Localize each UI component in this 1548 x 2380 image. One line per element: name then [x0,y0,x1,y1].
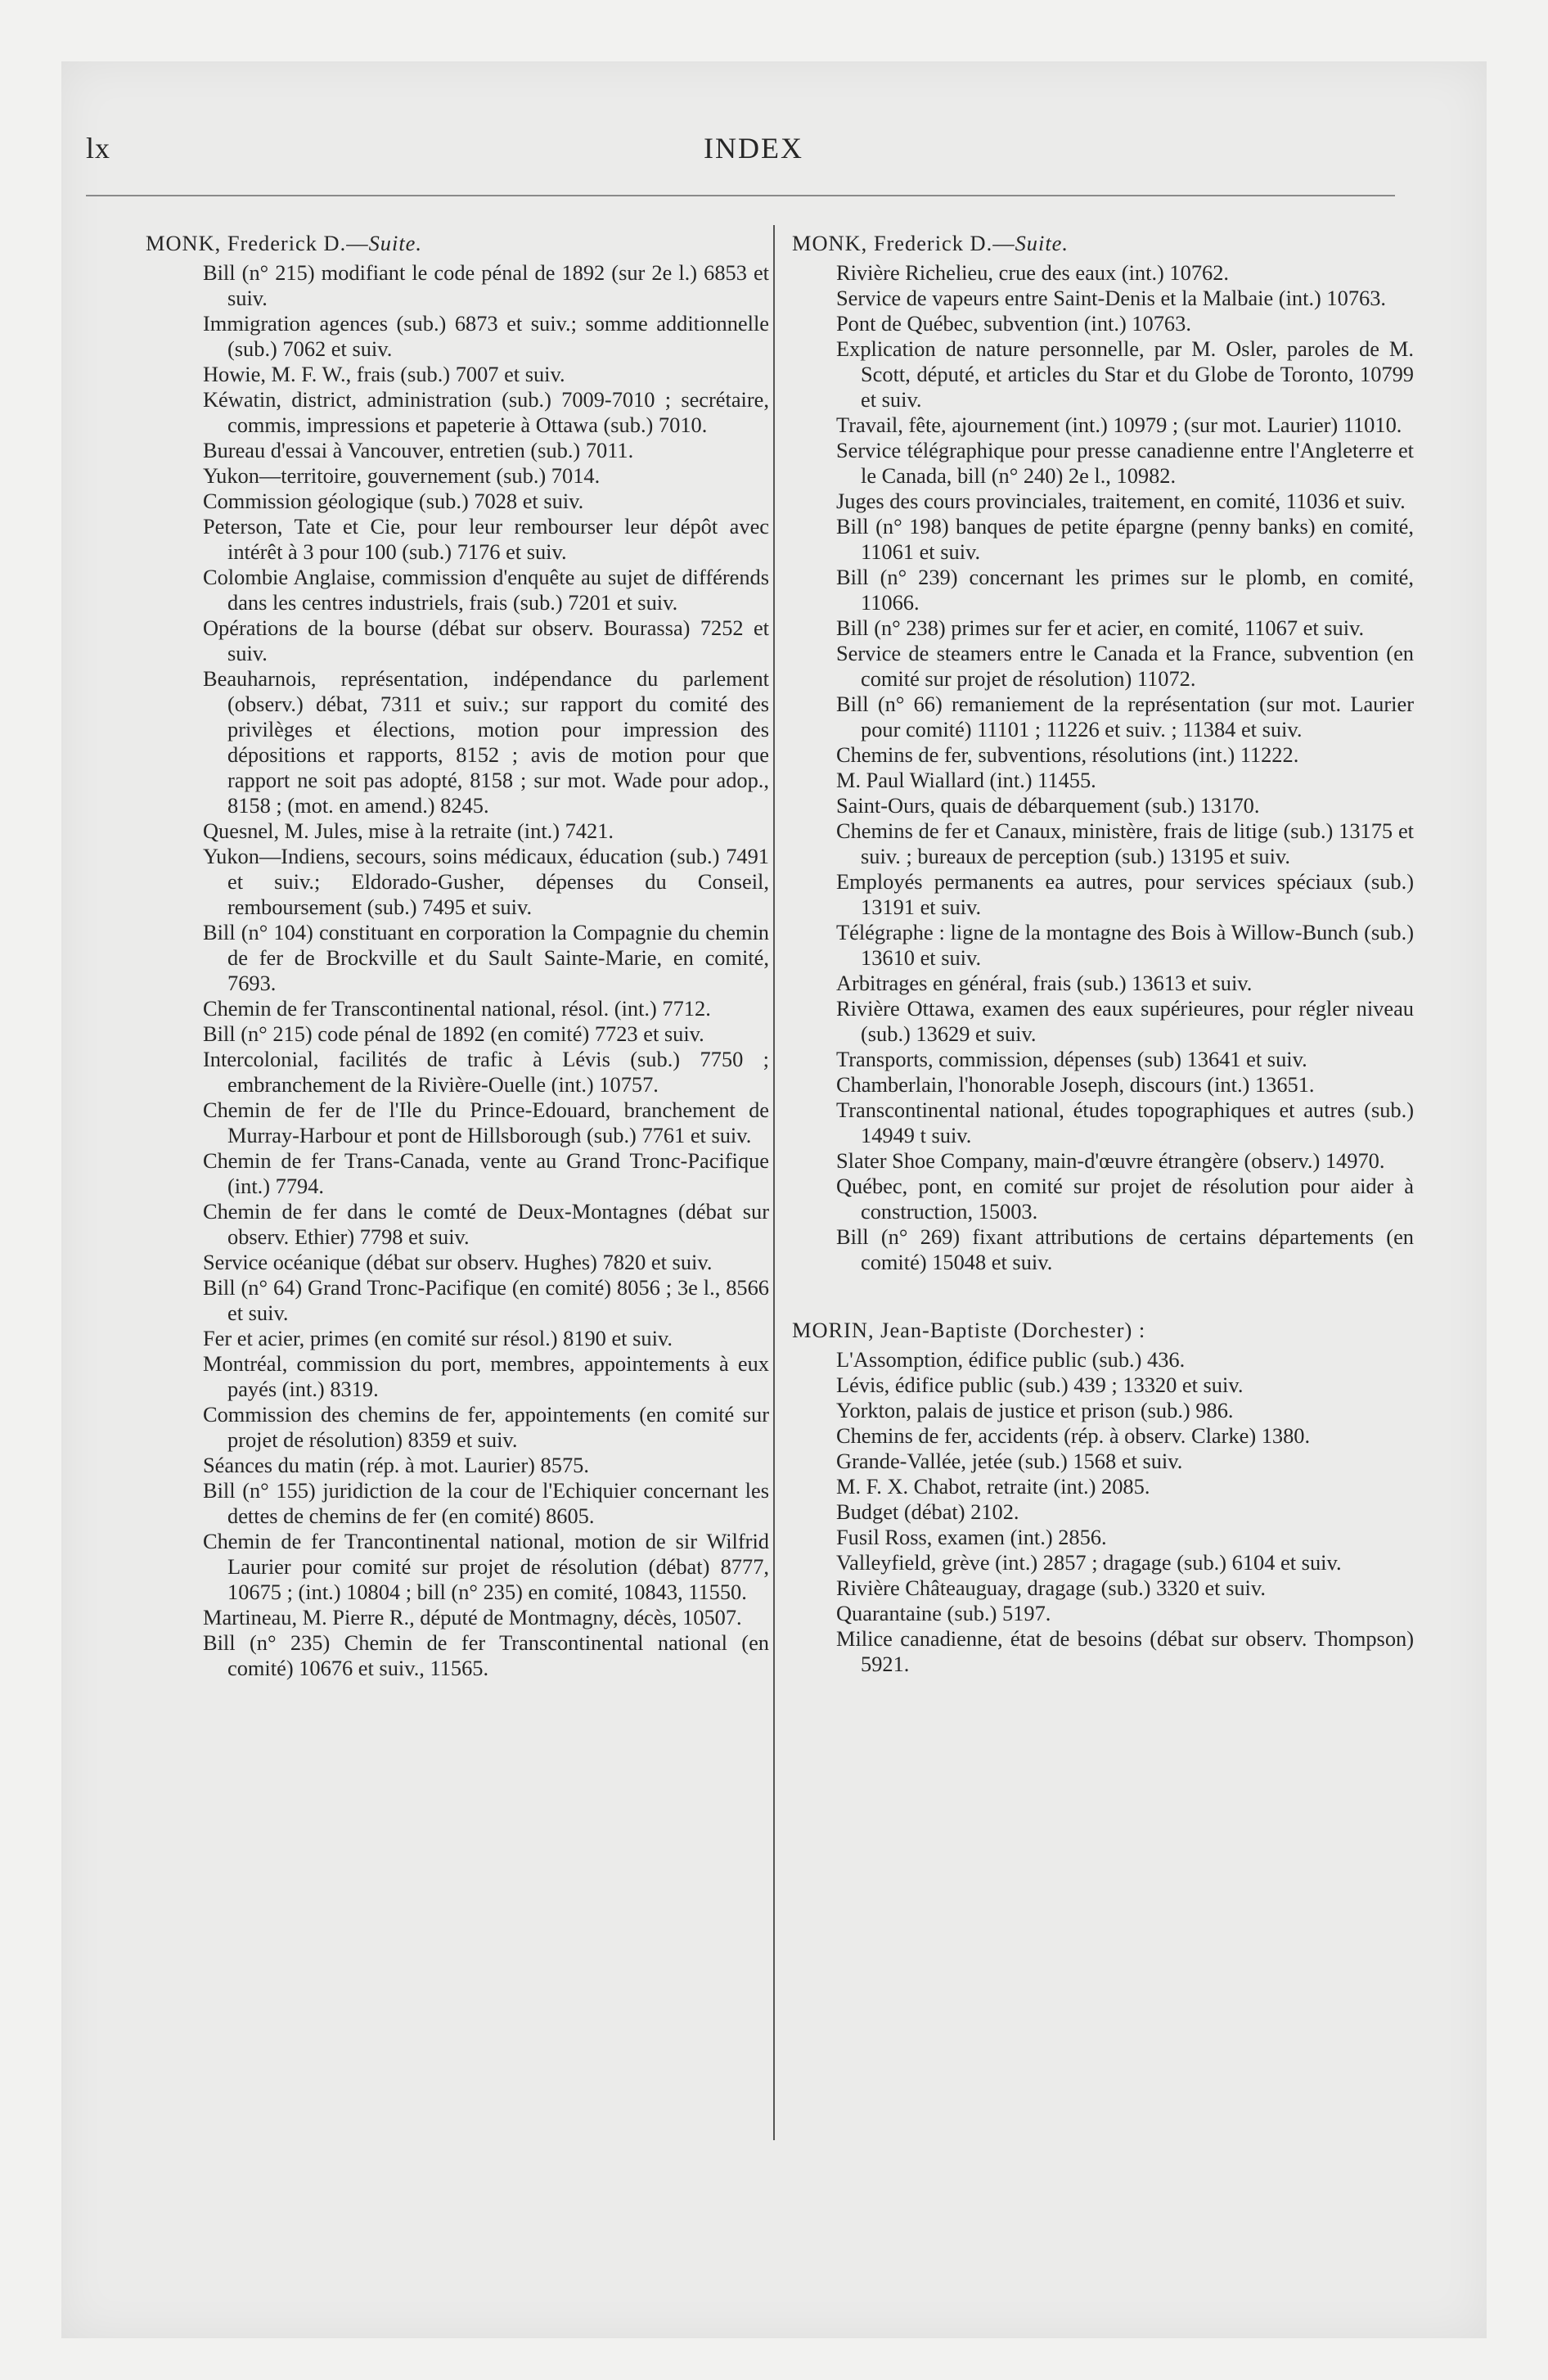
index-item: Chemins de fer et Canaux, ministère, frais de litige (sub.) 13175 et suiv. ; bureaux de perception (sub.) 13195 et suiv. [836,818,1414,868]
index-item: Bill (n° 235) Chemin de fer Transcontinental national (en comité) 10676 et suiv., 11565. [203,1630,769,1680]
index-item: Rivière Ottawa, examen des eaux supérieures, pour régler niveau (sub.) 13629 et suiv. [836,996,1414,1046]
right-items-list [792,260,1414,1275]
index-item: Immigration agences (sub.) 6873 et suiv.; somme additionnelle (sub.) 7062 et suiv. [203,311,769,361]
left-items-list [146,260,769,1681]
index-item: Séances du matin (rép. à mot. Laurier) 8575. [203,1453,589,1477]
entry-heading-name: MONK, Frederick D.— [146,231,369,255]
index-item: Yukon—Indiens, secours, soins médicaux, éducation (sub.) 7491 et suiv.; Eldorado-Gusher, dépenses du Conseil, remboursement (sub.) 7495 et suiv. [203,844,769,919]
index-item: Chemin de fer dans le comté de Deux-Montagnes (débat sur observ. Ethier) 7798 et suiv. [203,1199,769,1249]
index-item: Commission géologique (sub.) 7028 et suiv. [203,489,584,513]
index-item: Service télégraphique pour presse canadienne entre l'Angleterre et le Canada, bill (n° 240) 2e l., 10982. [836,438,1414,488]
index-item: Employés permanents ea autres, pour services spéciaux (sub.) 13191 et suiv. [836,869,1414,919]
index-item: Yorkton, palais de justice et prison (sub.) 986. [836,1398,1234,1422]
index-item: Bill (n° 155) juridiction de la cour de l'Echiquier concernant les dettes de chemins de fer (en comité) 8605. [203,1478,769,1528]
index-item: Transcontinental national, études topographiques et autres (sub.) 14949 t suiv. [836,1098,1414,1147]
index-item: Fusil Ross, examen (int.) 2856. [836,1525,1107,1549]
index-item: Bill (n° 64) Grand Tronc-Pacifique (en comité) 8056 ; 3e l., 8566 et suiv. [203,1275,769,1325]
index-item: Slater Shoe Company, main-d'œuvre étrangère (observ.) 14970. [836,1148,1385,1173]
index-item: Lévis, édifice public (sub.) 439 ; 13320 et suiv. [836,1373,1244,1397]
index-item: Télégraphe : ligne de la montagne des Bois à Willow-Bunch (sub.) 13610 et suiv. [836,920,1414,970]
index-item: L'Assomption, édifice public (sub.) 436. [836,1347,1186,1372]
index-item: Rivière Châteauguay, dragage (sub.) 3320 et suiv. [836,1575,1266,1600]
index-item: Bill (n° 215) code pénal de 1892 (en comité) 7723 et suiv. [203,1021,704,1046]
entry-heading-morin: MORIN, Jean-Baptiste (Dorchester) : [792,1318,1146,1342]
index-item: Quarantaine (sub.) 5197. [836,1601,1051,1625]
right-column [792,231,1414,1677]
index-item: M. F. X. Chabot, retraite (int.) 2085. [836,1474,1150,1499]
index-item: Chemin de fer Transcontinental national, résol. (int.) 7712. [203,996,711,1021]
entry-heading [792,231,1414,256]
index-item: Arbitrages en général, frais (sub.) 13613 et suiv. [836,971,1253,995]
index-item: M. Paul Wiallard (int.) 11455. [836,768,1096,792]
index-item: Yukon—territoire, gouvernement (sub.) 7014. [203,463,601,488]
entry-heading-suite: Suite. [1015,231,1069,255]
section-spacer [792,1275,1414,1318]
index-item: Fer et acier, primes (en comité sur résol.) 8190 et suiv. [203,1326,673,1350]
index-item: Intercolonial, facilités de trafic à Lévis (sub.) 7750 ; embranchement de la Rivière-Ouelle (int.) 10757. [203,1047,769,1097]
page-header [86,131,1477,172]
index-item: Explication de nature personnelle, par M. Osler, paroles de M. Scott, député, et articles du Star et du Globe de Toronto, 10799 et suiv. [836,336,1414,412]
index-item: Beauharnois, représentation, indépendance du parlement (observ.) débat, 7311 et suiv.; sur rapport du comité des privilèges et élections, motion pour impression des dépositions et rapports, 8152 ; avis de motion pour que rapport ne soit pas adopté, 8158 ; sur mot. Wade pour adop., 8158 ; (mot. en amend.) 8245. [203,666,769,818]
index-item: Budget (débat) 2102. [836,1499,1019,1524]
index-item: Pont de Québec, subvention (int.) 10763. [836,311,1191,336]
index-item: Rivière Richelieu, crue des eaux (int.) 10762. [836,260,1230,285]
index-item: Bill (n° 104) constituant en corporation la Compagnie du chemin de fer de Brockville et du Sault Sainte-Marie, en comité, 7693. [203,920,769,995]
index-item: Milice canadienne, état de besoins (débat sur observ. Thompson) 5921. [836,1626,1414,1676]
index-item: Juges des cours provinciales, traitement, en comité, 11036 et suiv. [836,489,1406,513]
index-item: Chemin de fer Trans-Canada, vente au Grand Tronc-Pacifique (int.) 7794. [203,1148,769,1198]
index-item: Valleyfield, grève (int.) 2857 ; dragage (sub.) 6104 et suiv. [836,1550,1342,1575]
index-item: Chamberlain, l'honorable Joseph, discours (int.) 13651. [836,1072,1315,1097]
page-title: INDEX [704,132,803,165]
index-item: Service océanique (débat sur observ. Hughes) 7820 et suiv. [203,1250,713,1274]
index-item: Martineau, M. Pierre R., député de Montmagny, décès, 10507. [203,1605,742,1629]
index-item: Service de vapeurs entre Saint-Denis et la Malbaie (int.) 10763. [836,286,1387,310]
entry-heading-suite: Suite. [368,231,422,255]
index-item: Chemin de fer de l'Ile du Prince-Edouard, branchement de Murray-Harbour et pont de Hillsborough (sub.) 7761 et suiv. [203,1098,769,1147]
index-item: Bill (n° 239) concernant les primes sur le plomb, en comité, 11066. [836,565,1414,615]
index-item: Saint-Ours, quais de débarquement (sub.) 13170. [836,793,1260,818]
index-item: Transports, commission, dépenses (sub) 13641 et suiv. [836,1047,1307,1071]
index-item: Montréal, commission du port, membres, appointements à eux payés (int.) 8319. [203,1351,769,1401]
index-item: Kéwatin, district, administration (sub.) 7009-7010 ; secrétaire, commis, impressions et papeterie à Ottawa (sub.) 7010. [203,387,769,437]
column-divider [773,225,775,2140]
entry-heading-name: MONK, Frederick D.— [792,231,1015,255]
header-rule [86,195,1395,196]
index-item: Colombie Anglaise, commission d'enquête au sujet de différends dans les centres industriels, frais (sub.) 7201 et suiv. [203,565,769,615]
index-item: Bill (n° 66) remaniement de la représentation (sur mot. Laurier pour comité) 11101 ; 11226 et suiv. ; 11384 et suiv. [836,692,1414,741]
index-item: Quesnel, M. Jules, mise à la retraite (int.) 7421. [203,818,614,843]
index-item: Québec, pont, en comité sur projet de résolution pour aider à construction, 15003. [836,1174,1414,1224]
index-item: Chemin de fer Trancontinental national, motion de sir Wilfrid Laurier pour comité sur projet de résolution (débat) 8777, 10675 ; (int.) 10804 ; bill (n° 235) en comité, 10843, 11550. [203,1529,769,1604]
index-item: Peterson, Tate et Cie, pour leur rembourser leur dépôt avec intérêt à 3 pour 100 (sub.) 7176 et suiv. [203,514,769,564]
page-number: lx [86,132,111,165]
index-item: Bill (n° 215) modifiant le code pénal de 1892 (sur 2e l.) 6853 et suiv. [203,260,769,310]
index-item: Bill (n° 269) fixant attributions de certains départements (en comité) 15048 et suiv. [836,1224,1414,1274]
index-item: Bill (n° 238) primes sur fer et acier, en comité, 11067 et suiv. [836,615,1365,640]
index-item: Service de steamers entre le Canada et la France, subvention (en comité sur projet de résolution) 11072. [836,641,1414,691]
index-item: Travail, fête, ajournement (int.) 10979 ; (sur mot. Laurier) 11010. [836,412,1402,437]
index-item: Chemins de fer, subventions, résolutions (int.) 11222. [836,742,1299,767]
morin-items-list [792,1347,1414,1677]
index-item: Chemins de fer, accidents (rép. à observ. Clarke) 1380. [836,1423,1311,1448]
index-item: Bill (n° 198) banques de petite épargne (penny banks) en comité, 11061 et suiv. [836,514,1414,564]
index-item: Commission des chemins de fer, appointements (en comité sur projet de résolution) 8359 et suiv. [203,1402,769,1452]
index-item: Grande-Vallée, jetée (sub.) 1568 et suiv. [836,1449,1183,1473]
index-item: Opérations de la bourse (débat sur observ. Bourassa) 7252 et suiv. [203,615,769,665]
index-item: Howie, M. F. W., frais (sub.) 7007 et suiv. [203,362,565,386]
entry-heading [146,231,769,256]
left-column [146,231,769,1681]
index-item: Bureau d'essai à Vancouver, entretien (sub.) 7011. [203,438,634,462]
